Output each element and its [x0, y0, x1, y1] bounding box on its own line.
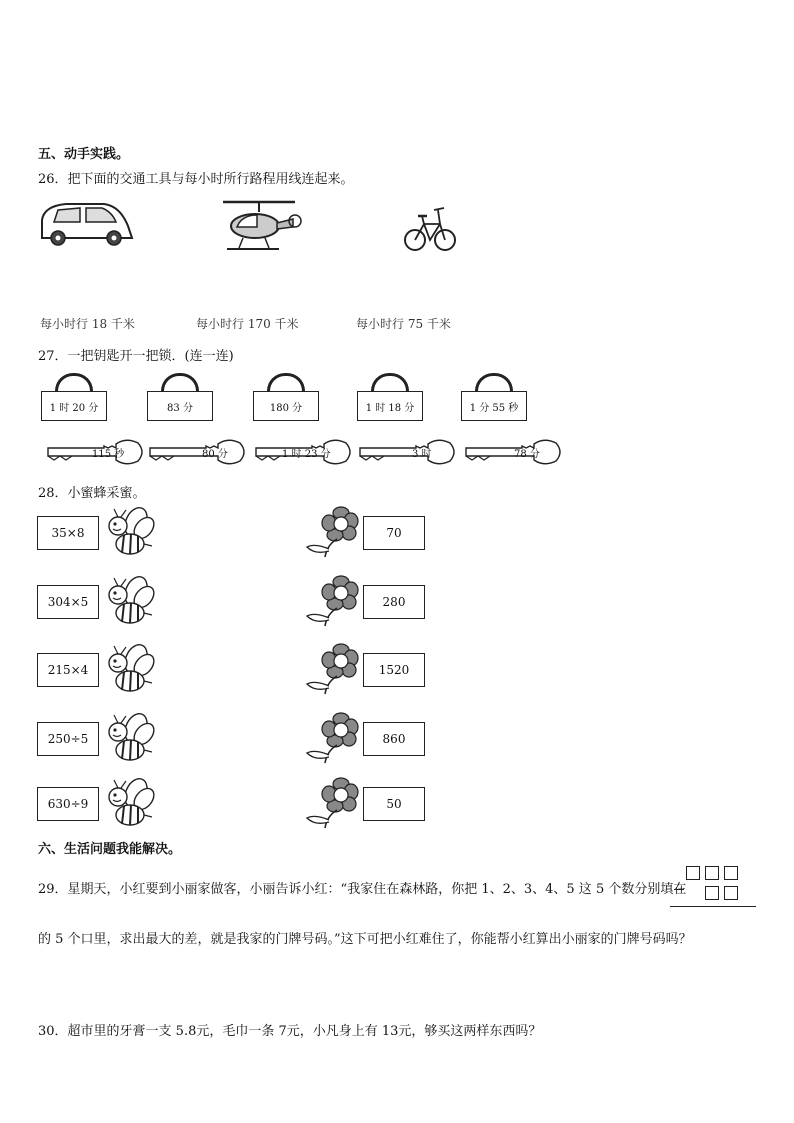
- digit-box[interactable]: [724, 866, 738, 880]
- result-box-5[interactable]: 50: [363, 787, 425, 821]
- digit-box[interactable]: [724, 886, 738, 900]
- lock-1[interactable]: 1 时 20 分: [41, 391, 107, 421]
- question-28-text: 28．小蜜蜂采蜜。: [38, 486, 146, 501]
- result-box-1[interactable]: 70: [363, 516, 425, 550]
- key-icon: [358, 439, 458, 465]
- key-5[interactable]: [464, 439, 564, 465]
- speed-label-2: 每小时行 170 千米: [196, 317, 299, 331]
- lock-5[interactable]: 1 分 55 秒: [461, 391, 527, 421]
- bee-icon: [100, 710, 156, 766]
- bee-icon: [100, 573, 156, 629]
- bicycle-image: [402, 196, 458, 256]
- expression-box-5[interactable]: 630÷9: [37, 787, 99, 821]
- section-five-title: 五、动手实践。: [38, 147, 130, 162]
- lock-3[interactable]: 180 分: [253, 391, 319, 421]
- lock-2[interactable]: 83 分: [147, 391, 213, 421]
- key-3[interactable]: [254, 439, 354, 465]
- question-29-line-1: 29．星期天，小红要到小丽家做客，小丽告诉小红：“我家住在森林路，你把 1、2、3、4、5 这 5 个数分别填在: [38, 882, 687, 897]
- bee-icon: [100, 775, 156, 831]
- key-label: 1 时 23 分: [282, 449, 331, 460]
- expression-box-4[interactable]: 250÷5: [37, 722, 99, 756]
- speed-label-1: 每小时行 18 千米: [40, 317, 135, 331]
- key-label: 115 秒: [92, 449, 125, 460]
- expression-box-3[interactable]: 215×4: [37, 653, 99, 687]
- question-27-text: 27．一把钥匙开一把锁．(连一连): [38, 349, 234, 364]
- key-4[interactable]: [358, 439, 458, 465]
- digit-box[interactable]: [705, 866, 719, 880]
- flower-icon: [305, 642, 359, 696]
- difference-line: [670, 906, 756, 907]
- key-icon: [148, 439, 248, 465]
- car-image: [36, 198, 136, 250]
- digit-box[interactable]: [686, 866, 700, 880]
- expression-box-2[interactable]: 304×5: [37, 585, 99, 619]
- expression-box-1[interactable]: 35×8: [37, 516, 99, 550]
- flower-icon: [305, 776, 359, 830]
- helicopter-image: [215, 193, 305, 255]
- lock-4[interactable]: 1 时 18 分: [357, 391, 423, 421]
- flower-icon: [305, 711, 359, 765]
- key-1[interactable]: [46, 439, 146, 465]
- result-box-3[interactable]: 1520: [363, 653, 425, 687]
- key-label: 80 分: [202, 449, 228, 460]
- key-label: 78 分: [514, 449, 540, 460]
- bee-icon: [100, 504, 156, 560]
- flower-icon: [305, 574, 359, 628]
- result-box-2[interactable]: 280: [363, 585, 425, 619]
- question-29-line-2: 的 5 个口里，求出最大的差，就是我家的门牌号码。”这下可把小红难住了，你能帮小红算出小丽家的门牌号码吗？: [38, 932, 692, 947]
- flower-icon: [305, 505, 359, 559]
- question-30-text: 30．超市里的牙膏一支 5.8元，毛巾一条 7元，小凡身上有 13元，够买这两样东西吗？: [38, 1024, 542, 1039]
- section-six-title: 六、生活问题我能解决。: [38, 842, 182, 857]
- digit-box[interactable]: [705, 886, 719, 900]
- result-box-4[interactable]: 860: [363, 722, 425, 756]
- bee-icon: [100, 641, 156, 697]
- key-2[interactable]: [148, 439, 248, 465]
- speed-label-3: 每小时行 75 千米: [356, 317, 451, 331]
- question-26-text: 26．把下面的交通工具与每小时所行路程用线连起来。: [38, 172, 354, 187]
- key-label: 3 时: [412, 449, 432, 460]
- blank-underline: [674, 889, 684, 890]
